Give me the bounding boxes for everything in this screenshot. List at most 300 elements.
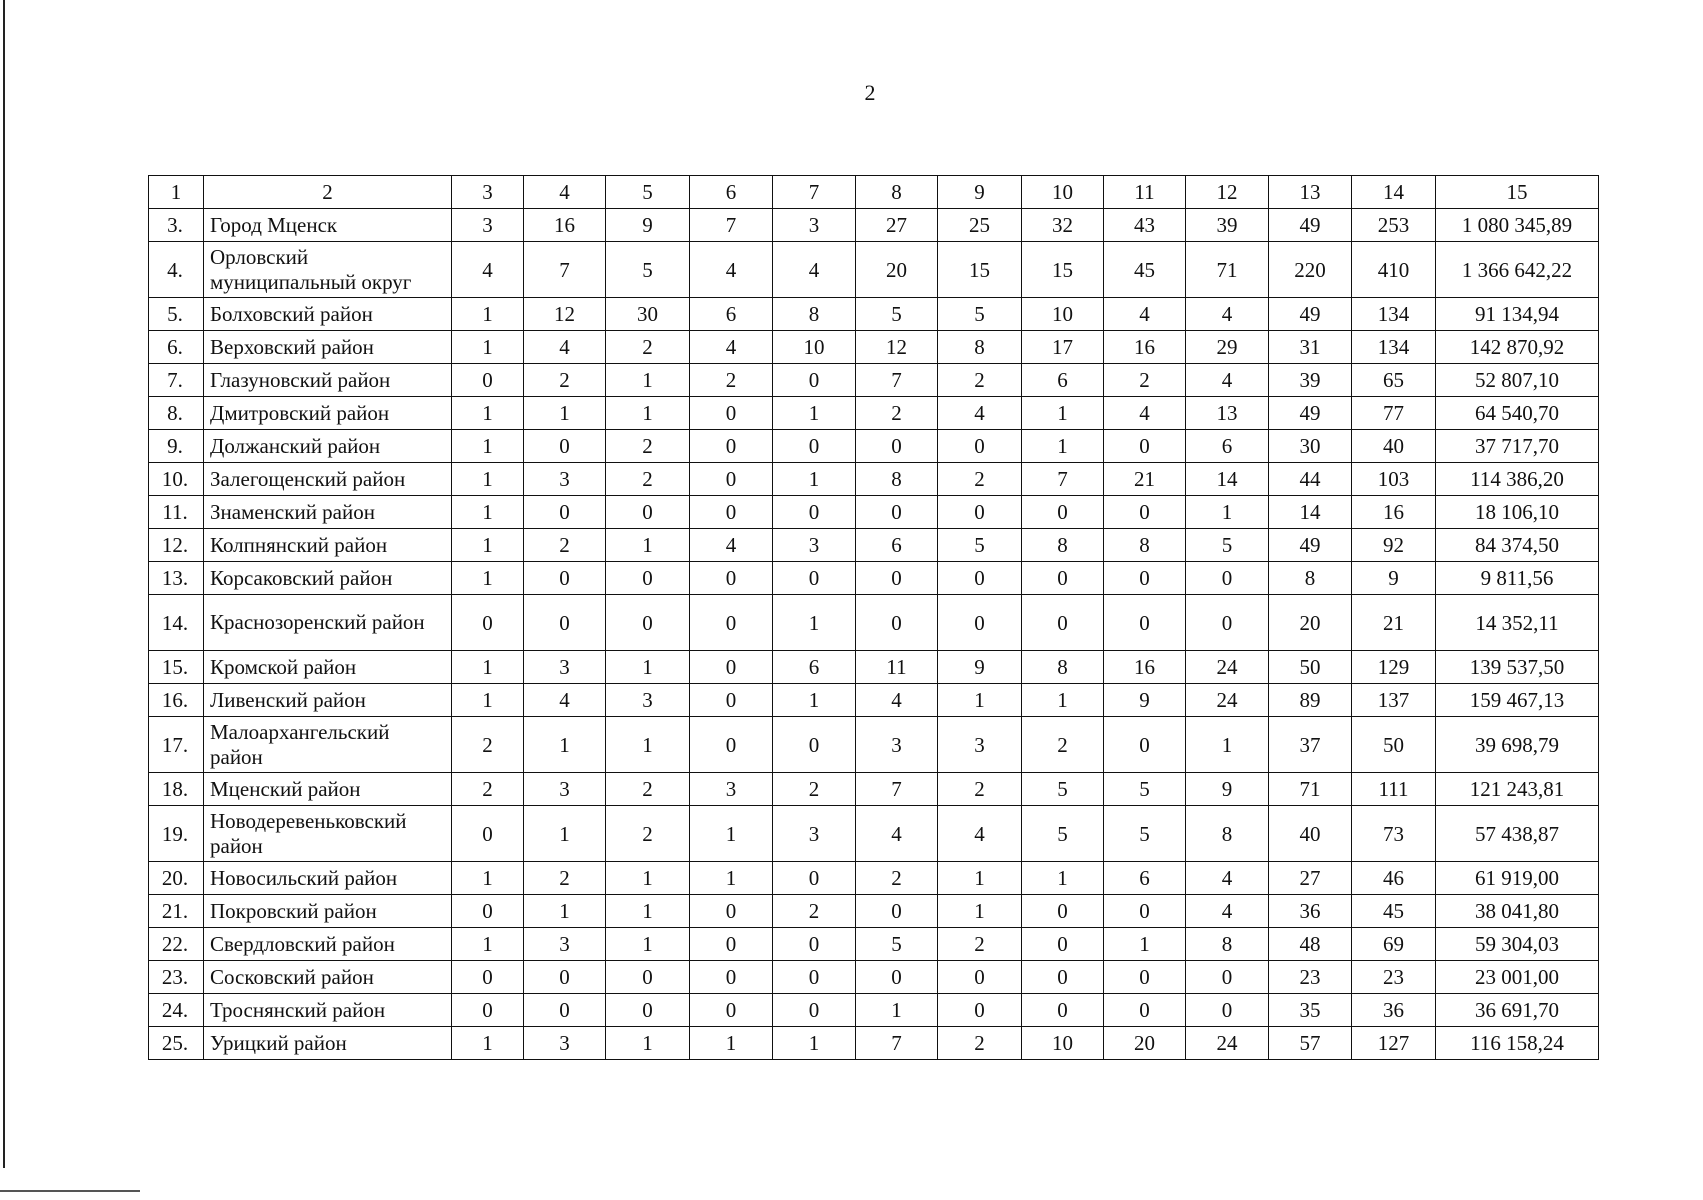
row-number: 23. [149, 961, 204, 994]
value-cell: 4 [1186, 895, 1269, 928]
value-cell: 2 [773, 895, 856, 928]
value-cell: 3 [452, 209, 524, 242]
value-cell: 0 [773, 496, 856, 529]
value-cell: 73 [1352, 806, 1436, 862]
amount-cell: 9 811,56 [1436, 562, 1599, 595]
value-cell: 1 [524, 397, 606, 430]
value-cell: 16 [1352, 496, 1436, 529]
value-cell: 13 [1186, 397, 1269, 430]
value-cell: 49 [1269, 209, 1352, 242]
value-cell: 65 [1352, 364, 1436, 397]
scan-bottom-mark [0, 1190, 140, 1192]
value-cell: 4 [938, 397, 1022, 430]
value-cell: 20 [1269, 595, 1352, 651]
value-cell: 4 [856, 806, 938, 862]
value-cell: 8 [1022, 529, 1104, 562]
value-cell: 2 [690, 364, 773, 397]
page-number: 2 [864, 80, 876, 105]
header-cell: 2 [204, 176, 452, 209]
value-cell: 0 [1022, 562, 1104, 595]
value-cell: 1 [1104, 928, 1186, 961]
value-cell: 8 [1104, 529, 1186, 562]
district-name: Урицкий район [204, 1027, 452, 1060]
header-cell: 15 [1436, 176, 1599, 209]
value-cell: 129 [1352, 651, 1436, 684]
value-cell: 1 [938, 895, 1022, 928]
amount-cell: 59 304,03 [1436, 928, 1599, 961]
value-cell: 2 [938, 463, 1022, 496]
value-cell: 9 [1104, 684, 1186, 717]
value-cell: 0 [938, 496, 1022, 529]
value-cell: 32 [1022, 209, 1104, 242]
value-cell: 30 [1269, 430, 1352, 463]
value-cell: 0 [690, 430, 773, 463]
value-cell: 23 [1269, 961, 1352, 994]
row-number: 9. [149, 430, 204, 463]
header-cell: 8 [856, 176, 938, 209]
value-cell: 0 [690, 651, 773, 684]
value-cell: 3 [938, 717, 1022, 773]
value-cell: 36 [1269, 895, 1352, 928]
value-cell: 1 [690, 1027, 773, 1060]
value-cell: 1 [606, 895, 690, 928]
value-cell: 1 [452, 684, 524, 717]
value-cell: 57 [1269, 1027, 1352, 1060]
value-cell: 2 [938, 364, 1022, 397]
value-cell: 8 [1186, 806, 1269, 862]
value-cell: 0 [1022, 928, 1104, 961]
value-cell: 0 [856, 562, 938, 595]
value-cell: 0 [452, 806, 524, 862]
value-cell: 0 [1104, 895, 1186, 928]
table-row [149, 562, 1599, 595]
value-cell: 2 [606, 463, 690, 496]
value-cell: 0 [773, 562, 856, 595]
value-cell: 8 [773, 298, 856, 331]
value-cell: 50 [1269, 651, 1352, 684]
value-cell: 8 [938, 331, 1022, 364]
table-body [149, 209, 1599, 1060]
value-cell: 4 [690, 529, 773, 562]
value-cell: 0 [856, 895, 938, 928]
row-number: 4. [149, 242, 204, 298]
value-cell: 0 [1022, 961, 1104, 994]
value-cell: 0 [524, 595, 606, 651]
value-cell: 5 [1186, 529, 1269, 562]
district-name: Троснянский район [204, 994, 452, 1027]
value-cell: 0 [856, 961, 938, 994]
value-cell: 1 [1186, 496, 1269, 529]
value-cell: 1 [452, 298, 524, 331]
value-cell: 4 [1104, 397, 1186, 430]
value-cell: 35 [1269, 994, 1352, 1027]
header-cell: 3 [452, 176, 524, 209]
value-cell: 69 [1352, 928, 1436, 961]
district-name: Свердловский район [204, 928, 452, 961]
value-cell: 2 [606, 806, 690, 862]
row-number: 20. [149, 862, 204, 895]
value-cell: 5 [856, 928, 938, 961]
value-cell: 48 [1269, 928, 1352, 961]
value-cell: 1 [773, 595, 856, 651]
value-cell: 1 [606, 529, 690, 562]
value-cell: 10 [1022, 298, 1104, 331]
value-cell: 7 [856, 1027, 938, 1060]
value-cell: 7 [856, 773, 938, 806]
value-cell: 6 [1104, 862, 1186, 895]
value-cell: 4 [1186, 298, 1269, 331]
table-row [149, 529, 1599, 562]
value-cell: 134 [1352, 298, 1436, 331]
value-cell: 0 [773, 928, 856, 961]
value-cell: 40 [1352, 430, 1436, 463]
value-cell: 6 [773, 651, 856, 684]
value-cell: 0 [452, 895, 524, 928]
value-cell: 0 [773, 717, 856, 773]
district-name: Краснозоренский район [204, 595, 452, 651]
amount-cell: 39 698,79 [1436, 717, 1599, 773]
value-cell: 6 [856, 529, 938, 562]
value-cell: 1 [773, 1027, 856, 1060]
value-cell: 71 [1186, 242, 1269, 298]
value-cell: 2 [856, 862, 938, 895]
value-cell: 1 [452, 430, 524, 463]
value-cell: 0 [690, 496, 773, 529]
amount-cell: 61 919,00 [1436, 862, 1599, 895]
value-cell: 3 [856, 717, 938, 773]
value-cell: 1 [606, 397, 690, 430]
amount-cell: 91 134,94 [1436, 298, 1599, 331]
value-cell: 0 [690, 684, 773, 717]
value-cell: 1 [606, 862, 690, 895]
table-row [149, 364, 1599, 397]
value-cell: 1 [452, 862, 524, 895]
row-number: 16. [149, 684, 204, 717]
district-name: Болховский район [204, 298, 452, 331]
amount-cell: 37 717,70 [1436, 430, 1599, 463]
value-cell: 49 [1269, 298, 1352, 331]
value-cell: 92 [1352, 529, 1436, 562]
district-name: Глазуновский район [204, 364, 452, 397]
value-cell: 2 [606, 773, 690, 806]
value-cell: 3 [606, 684, 690, 717]
value-cell: 4 [690, 242, 773, 298]
amount-cell: 52 807,10 [1436, 364, 1599, 397]
value-cell: 0 [690, 994, 773, 1027]
value-cell: 1 [452, 397, 524, 430]
value-cell: 4 [773, 242, 856, 298]
amount-cell: 18 106,10 [1436, 496, 1599, 529]
value-cell: 0 [1022, 994, 1104, 1027]
value-cell: 0 [606, 562, 690, 595]
table-row [149, 862, 1599, 895]
table-row [149, 651, 1599, 684]
row-number: 19. [149, 806, 204, 862]
value-cell: 4 [856, 684, 938, 717]
value-cell: 0 [856, 595, 938, 651]
value-cell: 4 [524, 331, 606, 364]
table-row [149, 397, 1599, 430]
value-cell: 2 [938, 928, 1022, 961]
row-number: 21. [149, 895, 204, 928]
value-cell: 0 [938, 595, 1022, 651]
value-cell: 0 [452, 364, 524, 397]
value-cell: 31 [1269, 331, 1352, 364]
value-cell: 6 [1186, 430, 1269, 463]
value-cell: 0 [938, 430, 1022, 463]
row-number: 6. [149, 331, 204, 364]
value-cell: 134 [1352, 331, 1436, 364]
row-number: 15. [149, 651, 204, 684]
value-cell: 24 [1186, 1027, 1269, 1060]
value-cell: 0 [1104, 562, 1186, 595]
district-name: Малоархангельский район [204, 717, 452, 773]
value-cell: 49 [1269, 397, 1352, 430]
value-cell: 25 [938, 209, 1022, 242]
amount-cell: 116 158,24 [1436, 1027, 1599, 1060]
value-cell: 20 [856, 242, 938, 298]
value-cell: 10 [1022, 1027, 1104, 1060]
value-cell: 30 [606, 298, 690, 331]
value-cell: 21 [1352, 595, 1436, 651]
value-cell: 0 [524, 961, 606, 994]
value-cell: 111 [1352, 773, 1436, 806]
header-cell: 4 [524, 176, 606, 209]
district-name: Залегощенский район [204, 463, 452, 496]
header-cell: 5 [606, 176, 690, 209]
value-cell: 1 [606, 1027, 690, 1060]
district-name: Покровский район [204, 895, 452, 928]
header-cell: 12 [1186, 176, 1269, 209]
table-row [149, 773, 1599, 806]
value-cell: 0 [938, 562, 1022, 595]
value-cell: 40 [1269, 806, 1352, 862]
row-number: 5. [149, 298, 204, 331]
value-cell: 1 [856, 994, 938, 1027]
header-cell: 9 [938, 176, 1022, 209]
value-cell: 0 [938, 994, 1022, 1027]
value-cell: 1 [452, 928, 524, 961]
value-cell: 21 [1104, 463, 1186, 496]
value-cell: 1 [1186, 717, 1269, 773]
value-cell: 0 [690, 595, 773, 651]
value-cell: 1 [938, 684, 1022, 717]
district-name: Колпнянский район [204, 529, 452, 562]
value-cell: 2 [452, 773, 524, 806]
value-cell: 2 [938, 773, 1022, 806]
amount-cell: 1 366 642,22 [1436, 242, 1599, 298]
value-cell: 6 [690, 298, 773, 331]
value-cell: 36 [1352, 994, 1436, 1027]
value-cell: 1 [452, 651, 524, 684]
value-cell: 3 [524, 1027, 606, 1060]
value-cell: 12 [524, 298, 606, 331]
table-row [149, 928, 1599, 961]
value-cell: 0 [452, 961, 524, 994]
value-cell: 16 [1104, 651, 1186, 684]
district-name: Должанский район [204, 430, 452, 463]
value-cell: 2 [938, 1027, 1022, 1060]
value-cell: 9 [938, 651, 1022, 684]
value-cell: 0 [690, 928, 773, 961]
value-cell: 14 [1186, 463, 1269, 496]
table-row [149, 209, 1599, 242]
header-cell: 11 [1104, 176, 1186, 209]
value-cell: 3 [524, 463, 606, 496]
value-cell: 0 [606, 961, 690, 994]
table-row [149, 806, 1599, 862]
value-cell: 5 [1022, 806, 1104, 862]
amount-cell: 38 041,80 [1436, 895, 1599, 928]
value-cell: 0 [1104, 496, 1186, 529]
amount-cell: 142 870,92 [1436, 331, 1599, 364]
value-cell: 8 [1186, 928, 1269, 961]
value-cell: 1 [690, 862, 773, 895]
value-cell: 0 [524, 562, 606, 595]
value-cell: 0 [690, 961, 773, 994]
value-cell: 43 [1104, 209, 1186, 242]
value-cell: 2 [773, 773, 856, 806]
value-cell: 0 [690, 463, 773, 496]
value-cell: 5 [938, 529, 1022, 562]
value-cell: 1 [452, 331, 524, 364]
district-name: Верховский район [204, 331, 452, 364]
value-cell: 7 [690, 209, 773, 242]
value-cell: 29 [1186, 331, 1269, 364]
value-cell: 0 [606, 994, 690, 1027]
table-row [149, 298, 1599, 331]
value-cell: 1 [524, 806, 606, 862]
value-cell: 1 [690, 806, 773, 862]
value-cell: 410 [1352, 242, 1436, 298]
value-cell: 24 [1186, 684, 1269, 717]
value-cell: 27 [856, 209, 938, 242]
table-row [149, 895, 1599, 928]
amount-cell: 84 374,50 [1436, 529, 1599, 562]
value-cell: 1 [524, 717, 606, 773]
value-cell: 3 [773, 209, 856, 242]
value-cell: 8 [1269, 562, 1352, 595]
value-cell: 16 [1104, 331, 1186, 364]
header-row [149, 176, 1599, 209]
header-cell: 13 [1269, 176, 1352, 209]
value-cell: 0 [1104, 430, 1186, 463]
amount-cell: 121 243,81 [1436, 773, 1599, 806]
value-cell: 0 [690, 562, 773, 595]
district-name: Новодеревеньковский район [204, 806, 452, 862]
row-number: 25. [149, 1027, 204, 1060]
header-cell: 10 [1022, 176, 1104, 209]
value-cell: 5 [606, 242, 690, 298]
value-cell: 46 [1352, 862, 1436, 895]
value-cell: 3 [524, 651, 606, 684]
value-cell: 0 [938, 961, 1022, 994]
district-name: Кромской район [204, 651, 452, 684]
amount-cell: 57 438,87 [1436, 806, 1599, 862]
value-cell: 1 [524, 895, 606, 928]
district-name: Новосильский район [204, 862, 452, 895]
value-cell: 3 [524, 928, 606, 961]
value-cell: 4 [1186, 364, 1269, 397]
value-cell: 0 [1022, 895, 1104, 928]
value-cell: 16 [524, 209, 606, 242]
value-cell: 1 [452, 562, 524, 595]
value-cell: 1 [773, 684, 856, 717]
header-cell: 6 [690, 176, 773, 209]
value-cell: 2 [524, 529, 606, 562]
value-cell: 15 [938, 242, 1022, 298]
value-cell: 0 [606, 496, 690, 529]
value-cell: 3 [773, 806, 856, 862]
row-number: 18. [149, 773, 204, 806]
row-number: 24. [149, 994, 204, 1027]
value-cell: 4 [524, 684, 606, 717]
value-cell: 1 [773, 397, 856, 430]
header-cell: 14 [1352, 176, 1436, 209]
value-cell: 9 [606, 209, 690, 242]
value-cell: 1 [452, 496, 524, 529]
value-cell: 4 [1104, 298, 1186, 331]
row-number: 14. [149, 595, 204, 651]
value-cell: 3 [773, 529, 856, 562]
value-cell: 7 [1022, 463, 1104, 496]
amount-cell: 139 537,50 [1436, 651, 1599, 684]
value-cell: 0 [690, 397, 773, 430]
header-cell: 7 [773, 176, 856, 209]
value-cell: 6 [1022, 364, 1104, 397]
value-cell: 1 [1022, 684, 1104, 717]
district-name: Сосковский район [204, 961, 452, 994]
row-number: 3. [149, 209, 204, 242]
value-cell: 1 [1022, 397, 1104, 430]
row-number: 7. [149, 364, 204, 397]
value-cell: 71 [1269, 773, 1352, 806]
table-row [149, 595, 1599, 651]
table-row [149, 994, 1599, 1027]
value-cell: 1 [606, 364, 690, 397]
value-cell: 1 [452, 1027, 524, 1060]
value-cell: 0 [524, 430, 606, 463]
value-cell: 0 [1104, 717, 1186, 773]
value-cell: 5 [1104, 806, 1186, 862]
row-number: 8. [149, 397, 204, 430]
value-cell: 2 [1104, 364, 1186, 397]
value-cell: 9 [1186, 773, 1269, 806]
value-cell: 39 [1269, 364, 1352, 397]
value-cell: 2 [1022, 717, 1104, 773]
value-cell: 17 [1022, 331, 1104, 364]
value-cell: 0 [1186, 562, 1269, 595]
value-cell: 4 [452, 242, 524, 298]
value-cell: 0 [690, 895, 773, 928]
value-cell: 14 [1269, 496, 1352, 529]
district-name: Ливенский район [204, 684, 452, 717]
value-cell: 37 [1269, 717, 1352, 773]
value-cell: 0 [606, 595, 690, 651]
row-number: 22. [149, 928, 204, 961]
value-cell: 4 [938, 806, 1022, 862]
value-cell: 0 [1104, 595, 1186, 651]
value-cell: 7 [524, 242, 606, 298]
value-cell: 50 [1352, 717, 1436, 773]
header-cell: 1 [149, 176, 204, 209]
value-cell: 0 [1104, 994, 1186, 1027]
value-cell: 103 [1352, 463, 1436, 496]
district-name: Дмитровский район [204, 397, 452, 430]
value-cell: 7 [856, 364, 938, 397]
value-cell: 45 [1104, 242, 1186, 298]
amount-cell: 159 467,13 [1436, 684, 1599, 717]
